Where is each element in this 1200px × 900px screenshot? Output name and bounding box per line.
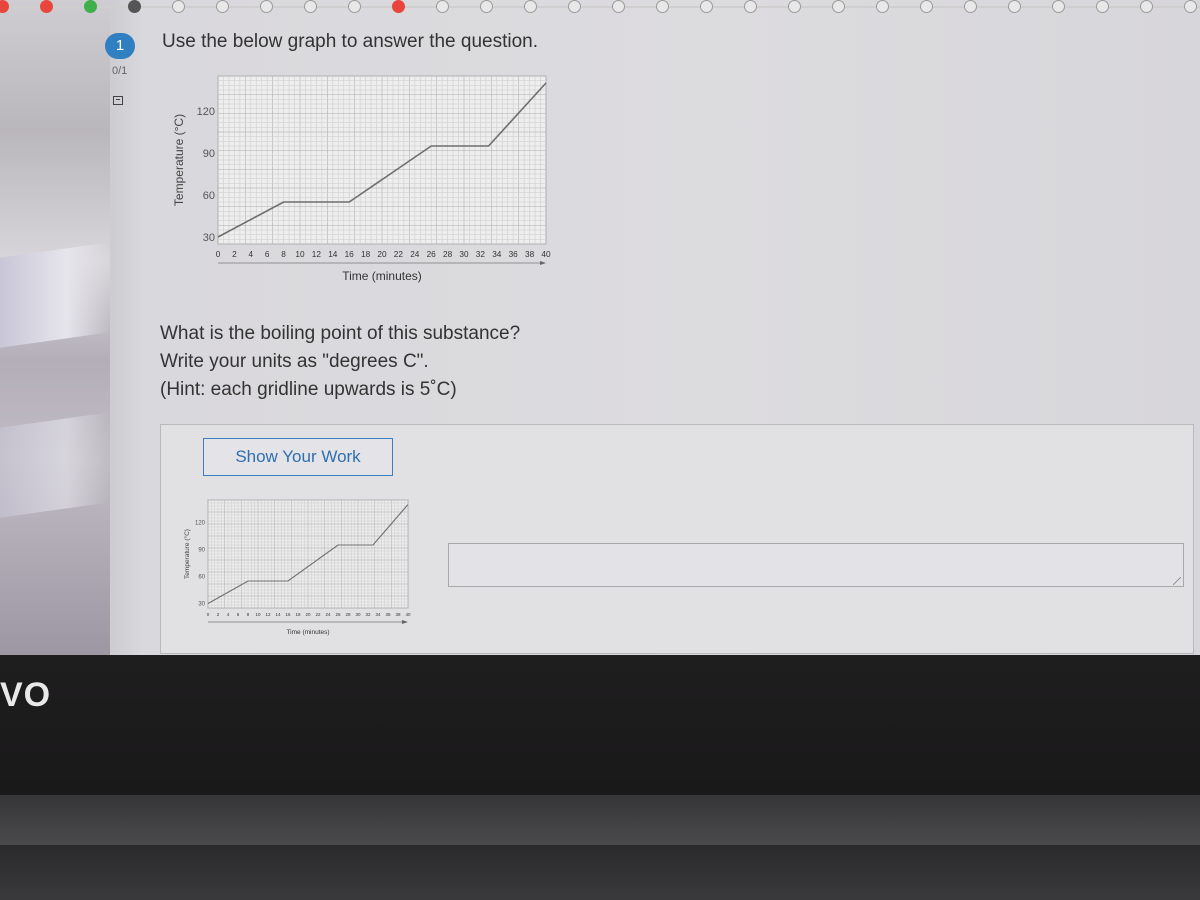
- background-blur: [0, 0, 110, 655]
- x-tick-label: 12: [311, 250, 321, 259]
- x-tick-label: 22: [393, 250, 403, 259]
- laptop-bezel: [0, 655, 1200, 900]
- progress-dot[interactable]: [392, 0, 405, 13]
- y-tick-label: 60: [198, 574, 205, 581]
- y-tick-label: 90: [202, 147, 215, 160]
- progress-dot[interactable]: [656, 0, 669, 13]
- progress-dot[interactable]: [40, 0, 53, 13]
- y-tick-label: 120: [194, 520, 205, 527]
- progress-dot[interactable]: [524, 0, 537, 13]
- y-axis-label: Temperature (°C): [183, 529, 191, 579]
- progress-dot[interactable]: [260, 0, 273, 13]
- progress-dot[interactable]: [612, 0, 625, 13]
- laptop-hinge: [0, 795, 1200, 845]
- x-axis-arrowhead: [402, 620, 408, 624]
- y-tick-label: 120: [196, 105, 215, 118]
- x-tick-label: 20: [377, 250, 387, 259]
- progress-dot[interactable]: [1096, 0, 1109, 13]
- progress-dot[interactable]: [348, 0, 361, 13]
- y-tick-label: 90: [198, 547, 205, 554]
- x-tick-label: 12: [265, 612, 271, 617]
- x-tick-label: 30: [459, 250, 469, 259]
- answer-input[interactable]: [448, 543, 1184, 587]
- y-axis-label: Temperature (°C): [171, 113, 186, 207]
- progress-dot[interactable]: [1052, 0, 1065, 13]
- x-tick-label: 10: [295, 250, 305, 259]
- y-tick-label: 30: [202, 231, 215, 244]
- progress-dot[interactable]: [568, 0, 581, 13]
- progress-dot[interactable]: [964, 0, 977, 13]
- x-tick-label: 14: [328, 250, 338, 259]
- x-tick-label: 40: [405, 612, 411, 617]
- x-tick-label: 18: [295, 612, 301, 617]
- x-tick-label: 28: [345, 612, 351, 617]
- x-tick-label: 2: [216, 612, 220, 617]
- progress-dot[interactable]: [876, 0, 889, 13]
- question-score: 0/1: [112, 65, 128, 77]
- x-tick-label: 16: [285, 612, 291, 617]
- x-axis-label: Time (minutes): [286, 629, 330, 636]
- x-tick-label: 30: [355, 612, 361, 617]
- thumbnail-chart[interactable]: [170, 494, 430, 642]
- progress-dot[interactable]: [744, 0, 757, 13]
- progress-dot[interactable]: [1140, 0, 1153, 13]
- x-tick-label: 22: [315, 612, 321, 617]
- x-tick-label: 20: [305, 612, 311, 617]
- x-axis-label: Time (minutes): [342, 269, 422, 283]
- gridlines: [208, 500, 408, 608]
- x-tick-label: 0: [206, 612, 210, 617]
- progress-dot[interactable]: [84, 0, 97, 13]
- x-tick-label: 18: [361, 250, 371, 259]
- x-tick-label: 0: [215, 250, 221, 259]
- x-tick-label: 24: [410, 250, 420, 259]
- progress-dot[interactable]: [436, 0, 449, 13]
- progress-dot[interactable]: [1008, 0, 1021, 13]
- question-progress-bar: [0, 0, 1200, 18]
- background-streak: [0, 412, 110, 517]
- progress-dot[interactable]: [700, 0, 713, 13]
- x-tick-label: 38: [395, 612, 401, 617]
- y-tick-label: 60: [202, 189, 215, 202]
- progress-dot[interactable]: [832, 0, 845, 13]
- temperature-time-chart: [150, 64, 570, 314]
- background-streak: [0, 242, 110, 347]
- x-tick-label: 14: [275, 612, 281, 617]
- x-tick-label: 6: [264, 250, 270, 259]
- x-tick-label: 28: [443, 250, 453, 259]
- question-line: What is the boiling point of this substance?: [160, 323, 521, 344]
- question-line: Write your units as "degrees C".: [160, 351, 429, 372]
- progress-dot[interactable]: [1184, 0, 1197, 13]
- progress-dot[interactable]: [920, 0, 933, 13]
- x-tick-label: 8: [281, 250, 286, 259]
- x-tick-label: 34: [492, 250, 502, 259]
- x-tick-label: 6: [236, 612, 240, 617]
- x-tick-label: 10: [255, 612, 261, 617]
- x-tick-label: 4: [248, 250, 254, 259]
- question-number-badge: 1: [105, 33, 135, 59]
- x-tick-label: 32: [475, 250, 485, 259]
- x-axis-arrowhead: [540, 261, 546, 265]
- x-tick-label: 36: [508, 250, 518, 259]
- resize-handle[interactable]: [1173, 577, 1181, 585]
- x-tick-label: 38: [525, 250, 535, 259]
- progress-dot[interactable]: [788, 0, 801, 13]
- x-tick-label: 34: [375, 612, 381, 617]
- progress-dot[interactable]: [304, 0, 317, 13]
- question-text: [160, 320, 520, 404]
- progress-dot[interactable]: [172, 0, 185, 13]
- flag-icon[interactable]: [113, 96, 123, 105]
- laptop-brand-logo: VO: [0, 676, 52, 714]
- x-tick-label: 8: [246, 612, 250, 617]
- question-line: (Hint: each gridline upwards is 5˚C): [160, 379, 457, 400]
- y-tick-label: 30: [198, 601, 205, 608]
- x-tick-label: 2: [232, 250, 237, 259]
- x-tick-label: 24: [325, 612, 331, 617]
- x-tick-label: 26: [335, 612, 341, 617]
- question-prompt: Use the below graph to answer the question.: [162, 31, 539, 52]
- progress-dot[interactable]: [0, 0, 9, 13]
- progress-dot[interactable]: [216, 0, 229, 13]
- progress-dot[interactable]: [480, 0, 493, 13]
- x-tick-label: 26: [426, 250, 436, 259]
- show-your-work-button[interactable]: Show Your Work: [203, 438, 393, 476]
- x-tick-label: 36: [385, 612, 391, 617]
- progress-dot[interactable]: [128, 0, 141, 13]
- gridlines: [218, 76, 546, 244]
- x-tick-label: 32: [365, 612, 371, 617]
- x-tick-label: 40: [541, 250, 551, 259]
- x-tick-label: 16: [344, 250, 354, 259]
- x-tick-label: 4: [226, 612, 230, 617]
